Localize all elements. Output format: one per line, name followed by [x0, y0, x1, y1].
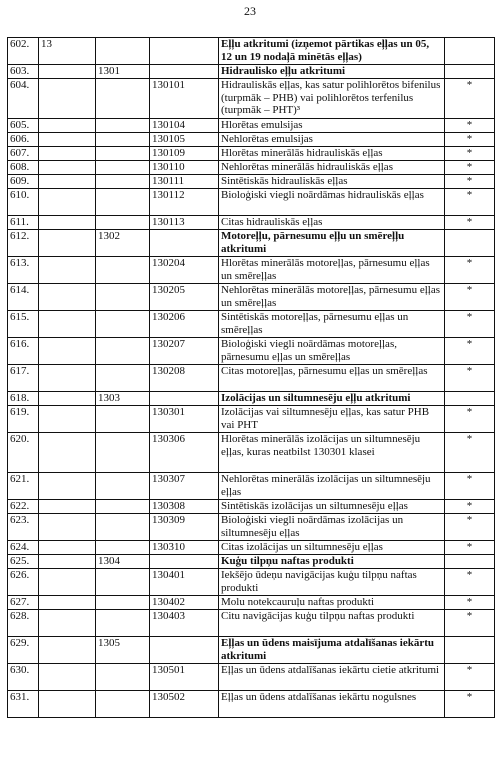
- waste-description-cell: Eļļas un ūdens maisījuma atdalīšanas iekārtu atkritumi: [219, 637, 445, 664]
- row-number-cell: 624.: [8, 541, 39, 555]
- row-number-cell: 628.: [8, 610, 39, 637]
- waste-code-cell: 130112: [150, 189, 219, 216]
- hazard-mark-cell: *: [445, 311, 495, 338]
- subchapter-code-cell: [96, 216, 150, 230]
- table-row: [8, 38, 495, 65]
- table-row: [8, 216, 495, 230]
- subchapter-code-cell: 1303: [96, 392, 150, 406]
- waste-code-cell: 130109: [150, 147, 219, 161]
- waste-description-cell: Eļļu atkritumi (izņemot pārtikas eļļas un 05, 12 un 19 nodaļā minētās eļļas): [219, 38, 445, 65]
- chapter-code-cell: [39, 691, 96, 718]
- chapter-code-cell: [39, 637, 96, 664]
- table-row: [8, 338, 495, 365]
- hazard-mark-cell: *: [445, 119, 495, 133]
- hazard-mark-cell: *: [445, 338, 495, 365]
- table-row: [8, 65, 495, 79]
- subchapter-code-cell: [96, 161, 150, 175]
- waste-description-cell: Izolācijas un siltumnesēju eļļu atkritumi: [219, 392, 445, 406]
- waste-description-cell: Nehlorētas minerālās hidrauliskās eļļas: [219, 161, 445, 175]
- chapter-code-cell: [39, 500, 96, 514]
- waste-classification-table: [7, 37, 495, 718]
- chapter-code-cell: [39, 541, 96, 555]
- subchapter-code-cell: [96, 514, 150, 541]
- subchapter-code-cell: [96, 500, 150, 514]
- row-number-cell: 621.: [8, 473, 39, 500]
- row-number-cell: 627.: [8, 596, 39, 610]
- chapter-code-cell: [39, 514, 96, 541]
- chapter-code-cell: [39, 230, 96, 257]
- waste-description-cell: Hlorētas emulsijas: [219, 119, 445, 133]
- subchapter-code-cell: [96, 311, 150, 338]
- table-row: [8, 284, 495, 311]
- subchapter-code-cell: [96, 133, 150, 147]
- chapter-code-cell: [39, 311, 96, 338]
- chapter-code-cell: [39, 161, 96, 175]
- row-number-cell: 604.: [8, 79, 39, 119]
- hazard-mark-cell: [445, 555, 495, 569]
- table-row: [8, 500, 495, 514]
- table-row: [8, 175, 495, 189]
- table-row: [8, 257, 495, 284]
- waste-code-cell: 130204: [150, 257, 219, 284]
- hazard-mark-cell: *: [445, 133, 495, 147]
- table-row: [8, 406, 495, 433]
- row-number-cell: 607.: [8, 147, 39, 161]
- chapter-code-cell: [39, 65, 96, 79]
- chapter-code-cell: [39, 147, 96, 161]
- row-number-cell: 626.: [8, 569, 39, 596]
- waste-description-cell: Motoreļļu, pārnesumu eļļu un smēreļļu atkritumi: [219, 230, 445, 257]
- waste-description-cell: Citas hidrauliskās eļļas: [219, 216, 445, 230]
- hazard-mark-cell: *: [445, 664, 495, 691]
- waste-description-cell: Hlorētas minerālās hidrauliskās eļļas: [219, 147, 445, 161]
- waste-code-cell: 130309: [150, 514, 219, 541]
- waste-code-cell: 130310: [150, 541, 219, 555]
- row-number-cell: 622.: [8, 500, 39, 514]
- waste-code-cell: 130307: [150, 473, 219, 500]
- chapter-code-cell: [39, 284, 96, 311]
- subchapter-code-cell: [96, 596, 150, 610]
- waste-description-cell: Citas izolācijas un siltumnesēju eļļas: [219, 541, 445, 555]
- waste-description-cell: Kuģu tilpņu naftas produkti: [219, 555, 445, 569]
- waste-description-cell: Bioloģiski viegli noārdāmas izolācijas un siltumnesēju eļļas: [219, 514, 445, 541]
- row-number-cell: 615.: [8, 311, 39, 338]
- table-row: [8, 541, 495, 555]
- waste-code-cell: 130306: [150, 433, 219, 473]
- table-row: [8, 473, 495, 500]
- hazard-mark-cell: *: [445, 79, 495, 119]
- hazard-mark-cell: [445, 38, 495, 65]
- chapter-code-cell: [39, 119, 96, 133]
- waste-description-cell: Nehlorētas minerālās motoreļļas, pārnesumu eļļas un smēreļļas: [219, 284, 445, 311]
- waste-code-cell: 130104: [150, 119, 219, 133]
- hazard-mark-cell: *: [445, 433, 495, 473]
- waste-description-cell: Nehlorētas emulsijas: [219, 133, 445, 147]
- waste-code-cell: [150, 65, 219, 79]
- chapter-code-cell: [39, 596, 96, 610]
- chapter-code-cell: 13: [39, 38, 96, 65]
- table-row: [8, 311, 495, 338]
- hazard-mark-cell: [445, 392, 495, 406]
- hazard-mark-cell: *: [445, 189, 495, 216]
- chapter-code-cell: [39, 610, 96, 637]
- waste-code-cell: 130301: [150, 406, 219, 433]
- hazard-mark-cell: *: [445, 161, 495, 175]
- waste-code-cell: [150, 555, 219, 569]
- hazard-mark-cell: *: [445, 284, 495, 311]
- subchapter-code-cell: [96, 79, 150, 119]
- hazard-mark-cell: *: [445, 406, 495, 433]
- table-row: [8, 433, 495, 473]
- waste-code-cell: 130111: [150, 175, 219, 189]
- table-row: [8, 596, 495, 610]
- subchapter-code-cell: [96, 691, 150, 718]
- hazard-mark-cell: *: [445, 691, 495, 718]
- waste-description-cell: Izolācijas vai siltumnesēju eļļas, kas satur PHB vai PHT: [219, 406, 445, 433]
- chapter-code-cell: [39, 569, 96, 596]
- subchapter-code-cell: [96, 38, 150, 65]
- row-number-cell: 611.: [8, 216, 39, 230]
- row-number-cell: 609.: [8, 175, 39, 189]
- hazard-mark-cell: *: [445, 216, 495, 230]
- subchapter-code-cell: [96, 284, 150, 311]
- subchapter-code-cell: [96, 175, 150, 189]
- table-row: [8, 230, 495, 257]
- table-row: [8, 637, 495, 664]
- waste-code-cell: 130401: [150, 569, 219, 596]
- waste-description-cell: Sintētiskās motoreļļas, pārnesumu eļļas un smēreļļas: [219, 311, 445, 338]
- row-number-cell: 603.: [8, 65, 39, 79]
- hazard-mark-cell: *: [445, 514, 495, 541]
- table-row: [8, 555, 495, 569]
- waste-code-cell: [150, 38, 219, 65]
- row-number-cell: 602.: [8, 38, 39, 65]
- hazard-mark-cell: [445, 65, 495, 79]
- table-row: [8, 161, 495, 175]
- waste-description-cell: Hlorētas minerālās izolācijas un siltumnesēju eļļas, kuras neatbilst 130301 klasei: [219, 433, 445, 473]
- subchapter-code-cell: [96, 610, 150, 637]
- chapter-code-cell: [39, 216, 96, 230]
- row-number-cell: 617.: [8, 365, 39, 392]
- page-number: 23: [244, 4, 256, 18]
- chapter-code-cell: [39, 133, 96, 147]
- row-number-cell: 623.: [8, 514, 39, 541]
- row-number-cell: 610.: [8, 189, 39, 216]
- hazard-mark-cell: *: [445, 541, 495, 555]
- waste-code-cell: 130205: [150, 284, 219, 311]
- subchapter-code-cell: 1301: [96, 65, 150, 79]
- subchapter-code-cell: [96, 189, 150, 216]
- table-row: [8, 664, 495, 691]
- waste-code-cell: 130502: [150, 691, 219, 718]
- waste-description-cell: Sintētiskās hidrauliskās eļļas: [219, 175, 445, 189]
- hazard-mark-cell: *: [445, 147, 495, 161]
- hazard-mark-cell: [445, 230, 495, 257]
- table-row: [8, 133, 495, 147]
- table-row: [8, 514, 495, 541]
- subchapter-code-cell: [96, 365, 150, 392]
- waste-code-cell: 130501: [150, 664, 219, 691]
- waste-code-cell: 130113: [150, 216, 219, 230]
- subchapter-code-cell: [96, 664, 150, 691]
- waste-code-cell: 130308: [150, 500, 219, 514]
- row-number-cell: 608.: [8, 161, 39, 175]
- waste-code-cell: [150, 230, 219, 257]
- subchapter-code-cell: [96, 473, 150, 500]
- table-row: [8, 392, 495, 406]
- chapter-code-cell: [39, 189, 96, 216]
- subchapter-code-cell: [96, 433, 150, 473]
- waste-description-cell: Citas motoreļļas, pārnesumu eļļas un smēreļļas: [219, 365, 445, 392]
- waste-description-cell: Molu notekcauruļu naftas produkti: [219, 596, 445, 610]
- row-number-cell: 612.: [8, 230, 39, 257]
- waste-code-cell: 130403: [150, 610, 219, 637]
- waste-description-cell: Bioloģiski viegli noārdāmas motoreļļas, pārnesumu eļļas un smēreļļas: [219, 338, 445, 365]
- hazard-mark-cell: [445, 637, 495, 664]
- chapter-code-cell: [39, 338, 96, 365]
- chapter-code-cell: [39, 473, 96, 500]
- waste-description-cell: Bioloģiski viegli noārdāmas hidrauliskās eļļas: [219, 189, 445, 216]
- waste-code-cell: 130207: [150, 338, 219, 365]
- row-number-cell: 631.: [8, 691, 39, 718]
- hazard-mark-cell: *: [445, 175, 495, 189]
- chapter-code-cell: [39, 365, 96, 392]
- subchapter-code-cell: 1304: [96, 555, 150, 569]
- row-number-cell: 629.: [8, 637, 39, 664]
- subchapter-code-cell: 1305: [96, 637, 150, 664]
- subchapter-code-cell: [96, 541, 150, 555]
- row-number-cell: 625.: [8, 555, 39, 569]
- row-number-cell: 614.: [8, 284, 39, 311]
- row-number-cell: 618.: [8, 392, 39, 406]
- subchapter-code-cell: [96, 119, 150, 133]
- subchapter-code-cell: [96, 338, 150, 365]
- waste-code-cell: 130206: [150, 311, 219, 338]
- waste-description-cell: Sintētiskās izolācijas un siltumnesēju eļļas: [219, 500, 445, 514]
- table-row: [8, 189, 495, 216]
- hazard-mark-cell: *: [445, 473, 495, 500]
- row-number-cell: 630.: [8, 664, 39, 691]
- waste-code-cell: 130110: [150, 161, 219, 175]
- table-row: [8, 610, 495, 637]
- chapter-code-cell: [39, 392, 96, 406]
- hazard-mark-cell: *: [445, 365, 495, 392]
- waste-description-cell: Hidrauliskās eļļas, kas satur polihlorētos bifenilus (turpmāk – PHB) vai polihlorētos terfenilus (turpmāk – PHT)³: [219, 79, 445, 119]
- waste-code-cell: 130402: [150, 596, 219, 610]
- waste-description-cell: Citu navigācijas kuģu tilpņu naftas produkti: [219, 610, 445, 637]
- table-row: [8, 119, 495, 133]
- waste-code-cell: 130101: [150, 79, 219, 119]
- table-row: [8, 79, 495, 119]
- waste-description-cell: Hidraulisko eļļu atkritumi: [219, 65, 445, 79]
- waste-description-cell: Nehlorētas minerālās izolācijas un siltumnesēju eļļas: [219, 473, 445, 500]
- waste-code-cell: 130208: [150, 365, 219, 392]
- hazard-mark-cell: *: [445, 610, 495, 637]
- waste-description-cell: Eļļas un ūdens atdalīšanas iekārtu cietie atkritumi: [219, 664, 445, 691]
- table-row: [8, 691, 495, 718]
- table-row: [8, 569, 495, 596]
- table-body: [8, 38, 495, 718]
- chapter-code-cell: [39, 257, 96, 284]
- table-row: [8, 365, 495, 392]
- hazard-mark-cell: *: [445, 596, 495, 610]
- waste-code-cell: [150, 392, 219, 406]
- waste-description-cell: Iekšējo ūdeņu navigācijas kuģu tilpņu naftas produkti: [219, 569, 445, 596]
- waste-description-cell: Hlorētas minerālās motoreļļas, pārnesumu eļļas un smēreļļas: [219, 257, 445, 284]
- hazard-mark-cell: *: [445, 500, 495, 514]
- chapter-code-cell: [39, 433, 96, 473]
- chapter-code-cell: [39, 175, 96, 189]
- subchapter-code-cell: [96, 406, 150, 433]
- subchapter-code-cell: [96, 147, 150, 161]
- hazard-mark-cell: *: [445, 569, 495, 596]
- row-number-cell: 620.: [8, 433, 39, 473]
- hazard-mark-cell: *: [445, 257, 495, 284]
- row-number-cell: 606.: [8, 133, 39, 147]
- chapter-code-cell: [39, 406, 96, 433]
- table-row: [8, 147, 495, 161]
- chapter-code-cell: [39, 79, 96, 119]
- subchapter-code-cell: 1302: [96, 230, 150, 257]
- waste-description-cell: Eļļas un ūdens atdalīšanas iekārtu nogulsnes: [219, 691, 445, 718]
- row-number-cell: 613.: [8, 257, 39, 284]
- chapter-code-cell: [39, 664, 96, 691]
- chapter-code-cell: [39, 555, 96, 569]
- waste-code-cell: [150, 637, 219, 664]
- subchapter-code-cell: [96, 257, 150, 284]
- row-number-cell: 616.: [8, 338, 39, 365]
- waste-code-cell: 130105: [150, 133, 219, 147]
- subchapter-code-cell: [96, 569, 150, 596]
- row-number-cell: 605.: [8, 119, 39, 133]
- row-number-cell: 619.: [8, 406, 39, 433]
